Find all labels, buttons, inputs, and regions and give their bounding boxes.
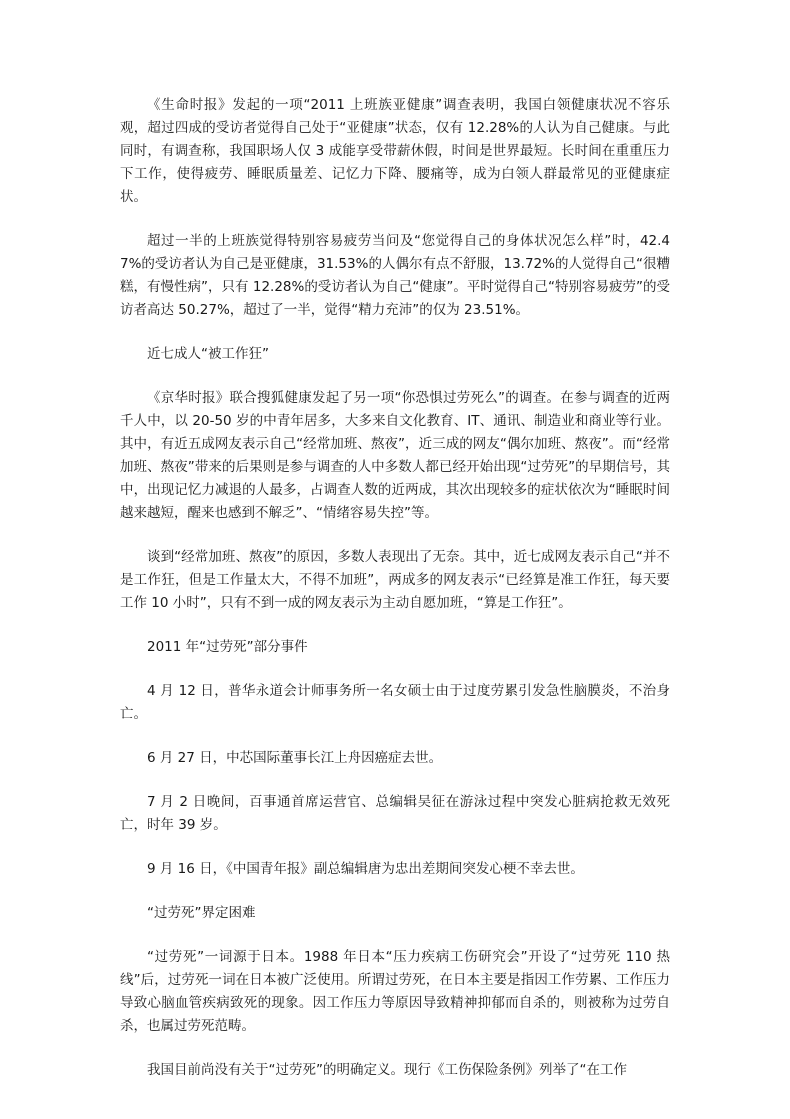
article-body <box>120 94 670 1082</box>
paragraph-karoshi-origin: “过劳死”一词源于日本。1988 年日本“压力疾病工伤研究会”开设了“过劳死 110 热线”后，过劳死一词在日本被广泛使用。所谓过劳死，在日本主要是指因工作劳累、工作压力导致心脑血管疾病致死的现象。因工作压力等原因导致精神抑郁而自杀的，则被称为过劳自杀，也属过劳死范畴。 <box>120 949 670 1034</box>
event-item: 6 月 27 日，中芯国际董事长江上舟因癌症去世。 <box>147 750 443 766</box>
event-item: 9 月 16 日，《中国青年报》副总编辑唐为忠出差期间突发心梗不幸去世。 <box>147 861 584 877</box>
paragraph-overtime-reasons: 谈到“经常加班、熬夜”的原因，多数人表现出了无奈。其中，近七成网友表示自己“并不是工作狂，但是工作量太大，不得不加班”，两成多的网友表示“已经算是准工作狂，每天要工作 10 小时”，只有不到一成的网友表示为主动自愿加班，“算是工作狂”。 <box>120 549 670 611</box>
paragraph-china-definition: 我国目前尚没有关于“过劳死”的明确定义。现行《工伤保险条例》列举了“在工作 <box>147 1062 627 1078</box>
paragraph-fatigue-stats: 超过一半的上班族觉得特别容易疲劳当问及“您觉得自己的身体状况怎么样”时，42.47%的受访者认为自己是亚健康，31.53%的人偶尔有点不舒服，13.72%的人觉得自己“很糟糕，有慢性病”，只有 12.28%的受访者认为自己“健康”。平时觉得自己“特别容易疲劳”的受访者高达 50.27%，超过了一半，觉得“精力充沛”的仅为 23.51%。 <box>120 233 670 318</box>
event-item: 7 月 2 日晚间，百事通首席运营官、总编辑吴征在游泳过程中突发心脏病抢救无效死亡，时年 39 岁。 <box>120 794 670 833</box>
paragraph-survey-intro: 《生命时报》发起的一项“2011 上班族亚健康”调查表明，我国白领健康状况不容乐观，超过四成的受访者觉得自己处于“亚健康”状态，仅有 12.28%的人认为自己健康。与此同时，有调查称，我国职场人仅 3 成能享受带薪休假，时间是世界最短。长时间在重重压力下工作，使得疲劳、睡眠质量差、记忆力下降、腰痛等，成为白领人群最常见的亚健康症状。 <box>120 97 670 205</box>
section-heading-workaholic: 近七成人“被工作狂” <box>147 346 269 362</box>
event-item: 4 月 12 日，普华永道会计师事务所一名女硕士由于过度劳累引发急性脑膜炎，不治身亡。 <box>120 683 670 722</box>
paragraph-jinghua-survey: 《京华时报》联合搜狐健康发起了另一项“你恐惧过劳死么”的调查。在参与调查的近两千人中，以 20-50 岁的中青年居多，大多来自文化教育、IT、通讯、制造业和商业等行业。其中，有近五成网友表示自己“经常加班、熬夜”，近三成的网友“偶尔加班、熬夜”。而“经常加班、熬夜”带来的后果则是参与调查的人中多数人都已经开始出现“过劳死”的早期信号，其中，出现记忆力减退的人最多，占调查人数的近两成，其次出现较多的症状依次为“睡眠时间越来越短，醒来也感到不解乏”、“情绪容易失控”等。 <box>120 390 670 521</box>
section-heading-2011-events: 2011 年“过劳死”部分事件 <box>147 639 308 655</box>
section-heading-definition: “过劳死”界定困难 <box>147 905 256 921</box>
